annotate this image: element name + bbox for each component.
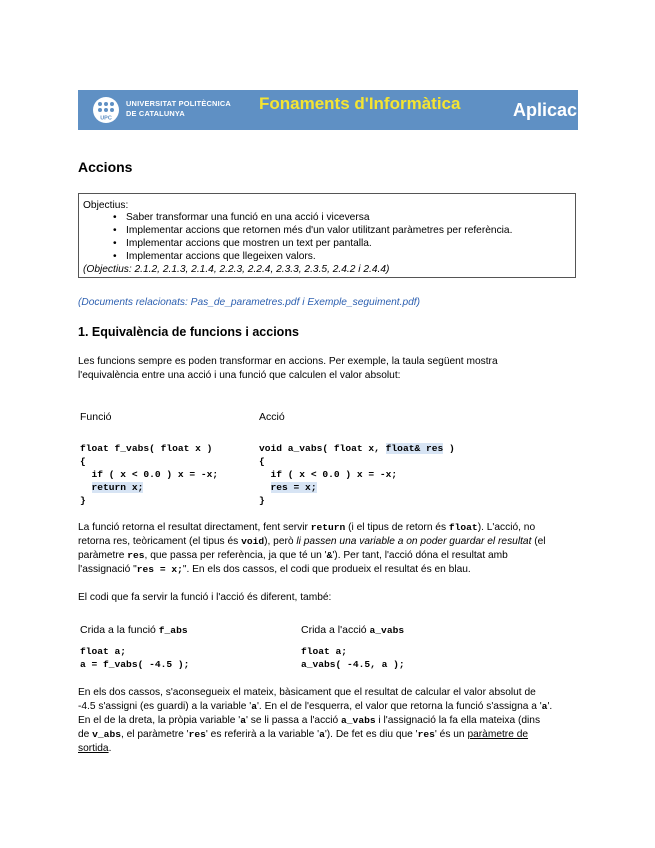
paragraph-line: -4.5 s'assigni (es guardi) a la variable 'a'. En el de l'esquerra, el valor que retorna la funció s'assigna a 'a'. bbox=[78, 701, 553, 712]
bullet-icon: • bbox=[113, 225, 117, 236]
intro-line: l'equivalència entre una acció i una funció que calculen el valor absolut: bbox=[78, 370, 401, 381]
call-acc-code-line: a_vabs( -4.5, a ); bbox=[301, 659, 405, 670]
paragraph-line: El codi que fa servir la funció i l'acció és diferent, també: bbox=[78, 592, 332, 603]
action-column-label: Acció bbox=[259, 411, 285, 423]
university-name: UNIVERSITAT POLITÈCNICA DE CATALUNYA bbox=[126, 99, 231, 118]
acc-code-line: } bbox=[259, 495, 265, 506]
func-code-line bbox=[80, 482, 143, 493]
paragraph-line: En els dos cassos, s'aconsegueix el mateix, bàsicament que el resultat de calcular el valor absolut de bbox=[78, 687, 536, 698]
func-code-line: if ( x < 0.0 ) x = -x; bbox=[80, 469, 219, 480]
objective-item: Implementar accions que mostren un text per pantalla. bbox=[126, 238, 372, 249]
acc-code-line: { bbox=[259, 456, 265, 467]
objectives-heading: Objectius: bbox=[83, 200, 129, 211]
intro-line: Les funcions sempre es poden transformar en accions. Per exemple, la taula següent mostra bbox=[78, 356, 498, 367]
output-parameter-term: paràmetre de bbox=[467, 729, 529, 740]
call-acc-code-line: float a; bbox=[301, 646, 348, 657]
bullet-icon: • bbox=[113, 238, 117, 249]
acc-code-line: void a_vabs( float x, float& res ) bbox=[259, 443, 455, 454]
call-func-code-line: float a; bbox=[80, 646, 127, 657]
course-title: Fonaments d'Informàtica bbox=[259, 94, 461, 113]
paragraph-line: retorna res, teòricament (el tipus és void), però li passen una variable a on poder guardar el resultat (el bbox=[78, 536, 546, 547]
highlighted-code: float& res bbox=[385, 443, 444, 454]
related-documents-link[interactable]: (Documents relacionats: Pas_de_parametres.pdf i Exemple_seguiment.pdf) bbox=[78, 297, 421, 308]
call-action-label: Crida a l'acció a_vabs bbox=[301, 624, 405, 636]
objective-item: Implementar accions que llegeixen valors. bbox=[126, 251, 316, 262]
bullet-icon: • bbox=[113, 212, 117, 223]
paragraph-line: paràmetre res, que passa per referència, ja que té un '&'). Per tant, l'acció dóna el resultat amb bbox=[78, 550, 508, 561]
function-column-label: Funció bbox=[80, 411, 112, 423]
func-code-line: { bbox=[80, 456, 86, 467]
logo-text: UPC bbox=[100, 115, 112, 122]
paragraph-line: de v_abs, el paràmetre 'res' es referirà a la variable 'a'). De fet es diu que 'res' és un paràmetre de bbox=[78, 729, 529, 740]
paragraph-line: l'assignació "res = x;". En els dos cassos, el codi que produeix el resultat és en blau. bbox=[78, 564, 471, 575]
upc-logo-icon bbox=[92, 96, 120, 124]
call-function-label: Crida a la funció f_abs bbox=[80, 624, 188, 636]
call-func-code-line: a = f_vabs( -4.5 ); bbox=[80, 659, 190, 670]
page-title: Accions bbox=[78, 159, 133, 175]
acc-code-line: if ( x < 0.0 ) x = -x; bbox=[259, 469, 398, 480]
section-label: Aplicació bbox=[513, 100, 594, 120]
acc-code-line bbox=[259, 482, 317, 493]
objective-item: Implementar accions que retornen més d'un valor utilitzant paràmetres per referència. bbox=[126, 225, 513, 236]
objectives-footer: (Objectius: 2.1.2, 2.1.3, 2.1.4, 2.2.3, 2.2.4, 2.3.3, 2.3.5, 2.4.2 i 2.4.4) bbox=[83, 264, 390, 275]
func-code-line: } bbox=[80, 495, 86, 506]
highlighted-code: res = x; bbox=[270, 482, 317, 493]
paragraph-line: En el de la dreta, la pròpia variable 'a' se li passa a l'acció a_vabs i l'assignació la fa ella mateixa (dins bbox=[78, 715, 541, 726]
func-code-line: float f_vabs( float x ) bbox=[80, 443, 213, 454]
objective-item: Saber transformar una funció en una acció i viceversa bbox=[126, 212, 370, 223]
highlighted-code: return x; bbox=[91, 482, 144, 493]
section-heading: 1. Equivalència de funcions i accions bbox=[78, 325, 299, 339]
paragraph-line: sortida. bbox=[78, 743, 112, 754]
paragraph-line: La funció retorna el resultat directament, fent servir return (i el tipus de retorn és float). L'acció, no bbox=[78, 522, 536, 533]
bullet-icon: • bbox=[113, 251, 117, 262]
